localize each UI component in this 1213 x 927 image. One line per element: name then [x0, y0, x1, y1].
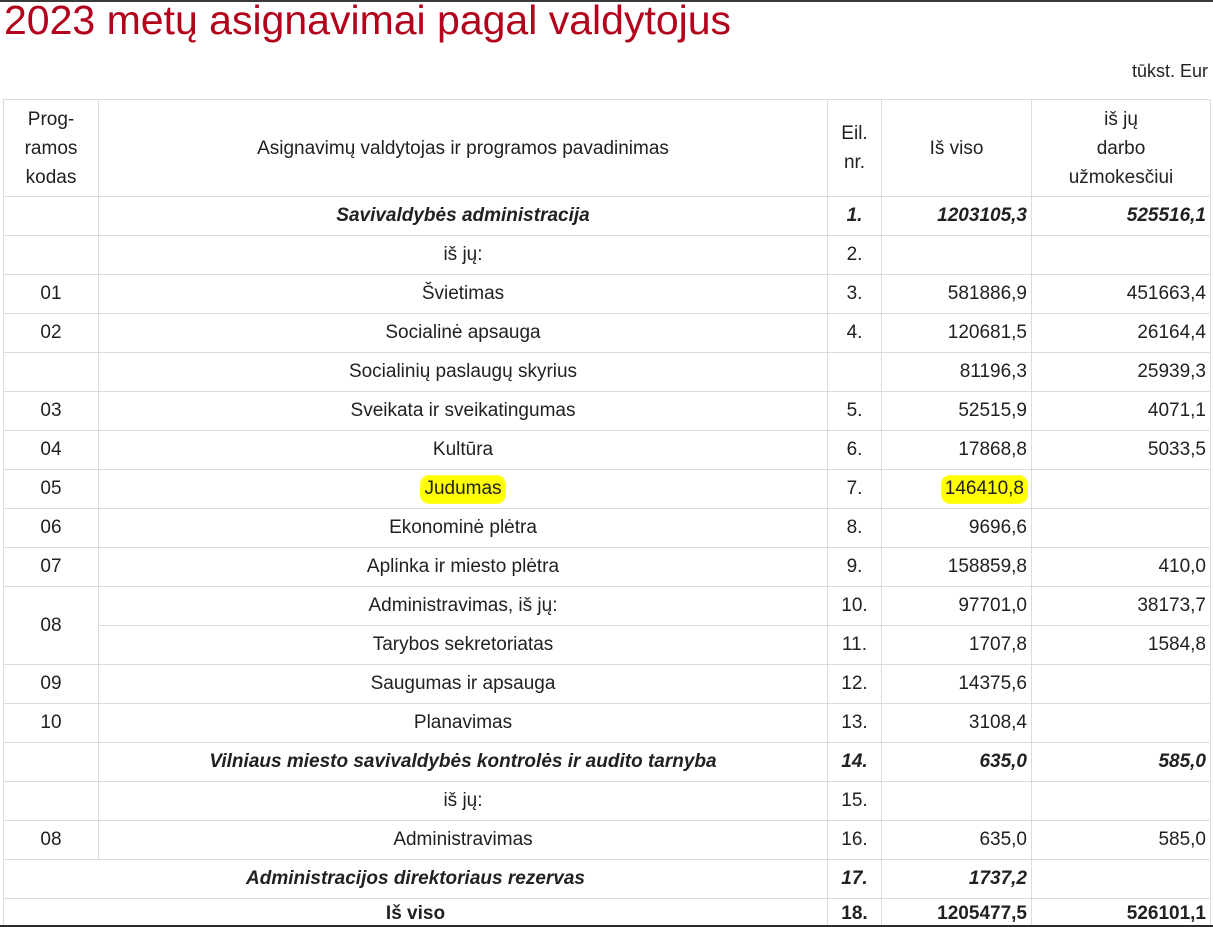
highlighted-name: Judumas [421, 476, 504, 503]
cell-wages: 1584,8 [1032, 626, 1211, 665]
cell-name: Planavimas [99, 704, 828, 743]
cell-nr: 5. [828, 392, 882, 431]
cell-total: 3108,4 [882, 704, 1032, 743]
cell-wages: 410,0 [1032, 548, 1211, 587]
cell-total: 81196,3 [882, 353, 1032, 392]
cell-wages: 5033,5 [1032, 431, 1211, 470]
cell-code [4, 782, 99, 821]
cell-nr: 3. [828, 275, 882, 314]
cell-total [882, 470, 1032, 509]
table-row [4, 197, 1211, 236]
cell-nr: 2. [828, 236, 882, 275]
cell-code: 10 [4, 704, 99, 743]
cell-code: 07 [4, 548, 99, 587]
cell-nr: 12. [828, 665, 882, 704]
cell-name: iš jų: [99, 236, 828, 275]
cell-nr: 8. [828, 509, 882, 548]
header-wages-line-1: iš jų [1104, 108, 1138, 130]
cell-code: 09 [4, 665, 99, 704]
cell-name: Administravimas [99, 821, 828, 860]
table-row [4, 236, 1211, 275]
table-row [4, 548, 1211, 587]
appropriations-table [3, 99, 1211, 927]
table-row-grand-total [4, 899, 1211, 927]
cell-wages: 525516,1 [1032, 197, 1211, 236]
cell-nr: 13. [828, 704, 882, 743]
cell-nr: 14. [828, 743, 882, 782]
cell-name: Aplinka ir miesto plėtra [99, 548, 828, 587]
cell-name: iš jų: [99, 782, 828, 821]
cell-wages: 26164,4 [1032, 314, 1211, 353]
header-code-line-1: Prog- [27, 108, 75, 130]
cell-name: Sveikata ir sveikatingumas [99, 392, 828, 431]
header-nr-line-2: nr. [843, 152, 866, 173]
cell-code: 05 [4, 470, 99, 509]
cell-name-merged: Iš viso [4, 899, 828, 927]
table-row [4, 782, 1211, 821]
cell-nr [828, 353, 882, 392]
cell-code-merged: 08 [4, 587, 99, 665]
cell-name: Ekonominė plėtra [99, 509, 828, 548]
cell-total: 97701,0 [882, 587, 1032, 626]
cell-wages: 526101,1 [1032, 899, 1211, 927]
header-nr-line-1: Eil. [841, 123, 868, 144]
table-row [4, 587, 1211, 626]
cell-nr: 4. [828, 314, 882, 353]
table-row [4, 743, 1211, 782]
cell-code [4, 353, 99, 392]
cell-wages [1032, 665, 1211, 704]
cell-code: 06 [4, 509, 99, 548]
cell-nr: 1. [828, 197, 882, 236]
cell-wages [1032, 704, 1211, 743]
table-row-highlighted [4, 470, 1211, 509]
cell-nr: 15. [828, 782, 882, 821]
cell-nr: 6. [828, 431, 882, 470]
header-wages-line-3: užmokesčiui [1068, 166, 1174, 188]
table-row [4, 860, 1211, 899]
cell-total: 1707,8 [882, 626, 1032, 665]
table-row [4, 821, 1211, 860]
cell-code [4, 236, 99, 275]
cell-total: 17868,8 [882, 431, 1032, 470]
cell-name: Švietimas [99, 275, 828, 314]
cell-code [4, 743, 99, 782]
header-total: Iš viso [882, 100, 1032, 197]
cell-total: 1737,2 [882, 860, 1032, 899]
table-row [4, 626, 1211, 665]
header-program-code [4, 100, 99, 197]
header-row-number [828, 100, 882, 197]
cell-total [882, 236, 1032, 275]
cell-name: Vilniaus miesto savivaldybės kontrolės ir audito tarnyba [99, 743, 828, 782]
table-row [4, 314, 1211, 353]
cell-code: 02 [4, 314, 99, 353]
cell-total: 581886,9 [882, 275, 1032, 314]
table-row [4, 704, 1211, 743]
cell-wages: 451663,4 [1032, 275, 1211, 314]
cell-name: Saugumas ir apsauga [99, 665, 828, 704]
cell-code: 04 [4, 431, 99, 470]
cell-name: Socialinių paslaugų skyrius [99, 353, 828, 392]
table-row [4, 392, 1211, 431]
cell-wages: 585,0 [1032, 743, 1211, 782]
cell-nr: 11. [828, 626, 882, 665]
highlighted-total: 146410,8 [942, 476, 1027, 503]
cell-name: Administravimas, iš jų: [99, 587, 828, 626]
cell-wages: 38173,7 [1032, 587, 1211, 626]
cell-nr: 10. [828, 587, 882, 626]
cell-total: 9696,6 [882, 509, 1032, 548]
units-label: tūkst. Eur [1131, 61, 1208, 81]
cell-wages [1032, 236, 1211, 275]
cell-wages [1032, 782, 1211, 821]
cell-total: 120681,5 [882, 314, 1032, 353]
cell-name: Kultūra [99, 431, 828, 470]
cell-wages: 25939,3 [1032, 353, 1211, 392]
header-wages-line-2: darbo [1096, 137, 1146, 159]
cell-code: 08 [4, 821, 99, 860]
header-code-line-2: ramos [24, 137, 78, 159]
header-name: Asignavimų valdytojas ir programos pavadinimas [99, 100, 828, 197]
cell-total: 52515,9 [882, 392, 1032, 431]
table-row [4, 431, 1211, 470]
header-code-line-3: kodas [25, 166, 77, 188]
cell-wages [1032, 509, 1211, 548]
cell-wages [1032, 860, 1211, 899]
table-header-row [4, 100, 1211, 197]
cell-name: Savivaldybės administracija [99, 197, 828, 236]
cell-total: 1203105,3 [882, 197, 1032, 236]
cell-code [4, 197, 99, 236]
cell-total: 635,0 [882, 743, 1032, 782]
cell-nr: 17. [828, 860, 882, 899]
table-row [4, 353, 1211, 392]
cell-total: 14375,6 [882, 665, 1032, 704]
cell-name-merged: Administracijos direktoriaus rezervas [4, 860, 828, 899]
cell-wages: 585,0 [1032, 821, 1211, 860]
cell-code: 01 [4, 275, 99, 314]
cell-name: Socialinė apsauga [99, 314, 828, 353]
cell-name: Tarybos sekretoriatas [99, 626, 828, 665]
table-row [4, 665, 1211, 704]
page-title: 2023 metų asignavimai pagal valdytojus [4, 0, 732, 43]
cell-total: 158859,8 [882, 548, 1032, 587]
cell-wages: 4071,1 [1032, 392, 1211, 431]
cell-nr: 16. [828, 821, 882, 860]
cell-nr: 9. [828, 548, 882, 587]
cell-total [882, 782, 1032, 821]
cell-total: 1205477,5 [882, 899, 1032, 927]
table-row [4, 275, 1211, 314]
cell-total: 635,0 [882, 821, 1032, 860]
cell-wages [1032, 470, 1211, 509]
table-row [4, 509, 1211, 548]
cell-nr: 18. [828, 899, 882, 927]
cell-nr: 7. [828, 470, 882, 509]
header-wages [1032, 100, 1211, 197]
cell-code: 03 [4, 392, 99, 431]
cell-name [99, 470, 828, 509]
